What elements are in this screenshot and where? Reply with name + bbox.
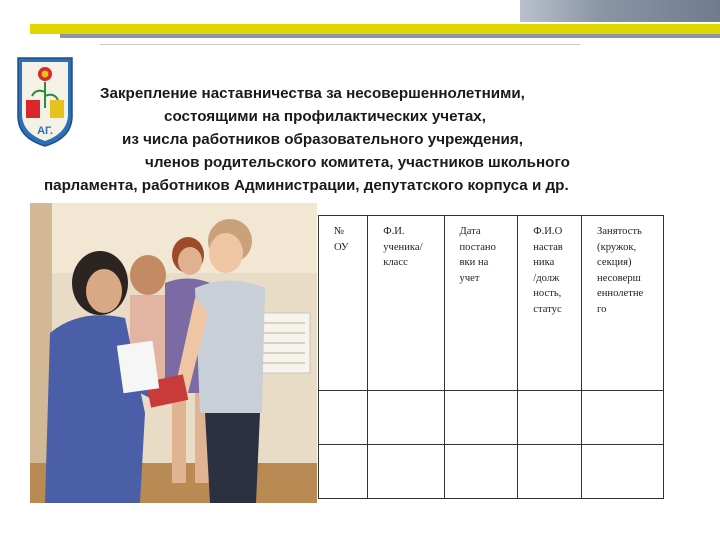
yellow-accent-bar [30, 24, 720, 34]
header-mentor [518, 216, 582, 391]
table-cell[interactable] [368, 445, 444, 499]
mentorship-table [318, 215, 664, 499]
top-gray-bar [520, 0, 720, 22]
table-cell[interactable] [518, 445, 582, 499]
header-activity [582, 216, 664, 391]
table-cell[interactable] [319, 391, 368, 445]
mentoring-photo [30, 203, 317, 503]
title-line-4: членов родительского комитета, участников школьного [145, 154, 570, 171]
slide-title [30, 82, 720, 197]
table-cell[interactable] [582, 445, 664, 499]
header-label: № ОУ [334, 226, 349, 253]
table-cell[interactable] [319, 445, 368, 499]
thin-divider [100, 44, 580, 45]
header-label: Ф.И.О настав ника /долж ность, статус [533, 226, 563, 315]
header-registration-date [444, 216, 518, 391]
title-line-5: парламента, работников Администрации, депутатского корпуса и др. [44, 177, 569, 194]
title-line-1: Закрепление наставничества за несовершеннолетними, [100, 85, 525, 102]
title-line-3: из числа работников образовательного учреждения, [122, 131, 523, 148]
header-label: Занятость (кружок, секция) несоверш еннолетне го [597, 226, 644, 315]
header-school-number [319, 216, 368, 391]
header-label: Ф.И. ученика/ класс [383, 226, 423, 268]
table-cell[interactable] [582, 391, 664, 445]
table-cell[interactable] [444, 445, 518, 499]
gray-accent-bar [60, 34, 720, 38]
table-header-row [319, 216, 664, 391]
top-decoration [0, 0, 720, 22]
title-line-2: состоящими на профилактических учетах, [164, 108, 486, 125]
emblem-letters: АГ. [37, 125, 53, 137]
table-cell[interactable] [518, 391, 582, 445]
table-cell[interactable] [444, 391, 518, 445]
table-row [319, 445, 664, 499]
header-label: Дата постано вки на учет [459, 226, 496, 284]
header-student-name [368, 216, 444, 391]
table-cell[interactable] [368, 391, 444, 445]
table-row [319, 391, 664, 445]
